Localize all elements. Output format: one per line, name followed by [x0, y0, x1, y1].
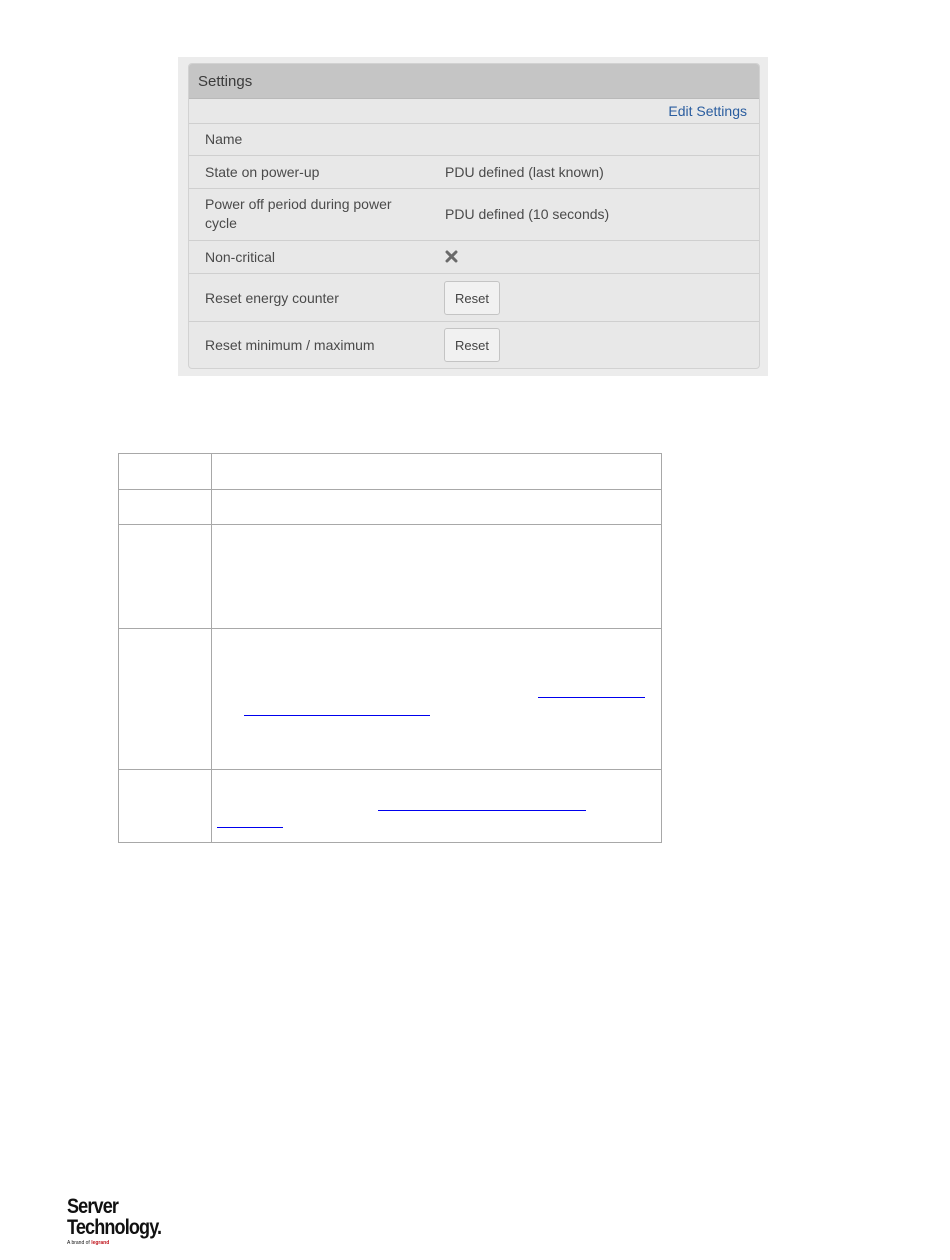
setting-row-reset-energy-counter: [189, 274, 759, 322]
table-row: [119, 454, 662, 490]
edit-settings-link[interactable]: Edit Settings: [668, 103, 747, 119]
table-cell: [119, 490, 212, 525]
setting-label: Reset energy counter: [205, 290, 339, 306]
edit-settings-bar: [189, 99, 759, 124]
logo-line-2: Technology.: [67, 1216, 162, 1239]
logo-tagline-brand: legrand: [91, 1240, 110, 1246]
table-row: [119, 525, 662, 629]
table-cell: [119, 770, 212, 843]
setting-label: Name: [205, 131, 243, 147]
setting-row-power-off-period: [189, 189, 759, 241]
link-underline[interactable]: [244, 715, 430, 716]
logo-tagline: [67, 1240, 177, 1247]
reset-min-max-button[interactable]: Reset: [444, 328, 500, 362]
setting-label: State on power-up: [205, 164, 320, 180]
table-cell: [212, 525, 662, 629]
reset-energy-counter-button[interactable]: Reset: [444, 281, 500, 315]
settings-screenshot: [178, 57, 768, 376]
setting-label: Power off period during power cycle: [205, 196, 392, 231]
setting-label: Non-critical: [205, 249, 276, 265]
table-cell: [212, 454, 662, 490]
setting-row-state-on-power-up: [189, 156, 759, 189]
server-technology-logo: [67, 1196, 177, 1248]
table-cell: [212, 490, 662, 525]
table-row: [119, 629, 662, 770]
setting-row-name: [189, 124, 759, 156]
link-underline[interactable]: [378, 810, 586, 811]
table-cell: [212, 629, 662, 770]
link-underline[interactable]: [538, 697, 645, 698]
table-row: [119, 490, 662, 525]
setting-label: Reset minimum / maximum: [205, 337, 375, 353]
table-cell: [119, 629, 212, 770]
setting-row-non-critical: [189, 241, 759, 274]
panel-title: Settings: [189, 64, 759, 99]
link-underline[interactable]: [217, 827, 283, 828]
setting-value: PDU defined (last known): [445, 164, 604, 180]
table-cell: [119, 525, 212, 629]
table-row: [119, 770, 662, 843]
x-mark-icon: [445, 250, 458, 263]
logo-tagline-prefix: A brand of: [67, 1240, 90, 1246]
setting-row-reset-min-max: [189, 322, 759, 369]
logo-line-1: Server: [67, 1195, 119, 1218]
setting-value: PDU defined (10 seconds): [445, 206, 610, 222]
table-cell: [119, 454, 212, 490]
settings-panel: [188, 63, 760, 369]
table-cell: [212, 770, 662, 843]
reference-table: [118, 453, 662, 843]
